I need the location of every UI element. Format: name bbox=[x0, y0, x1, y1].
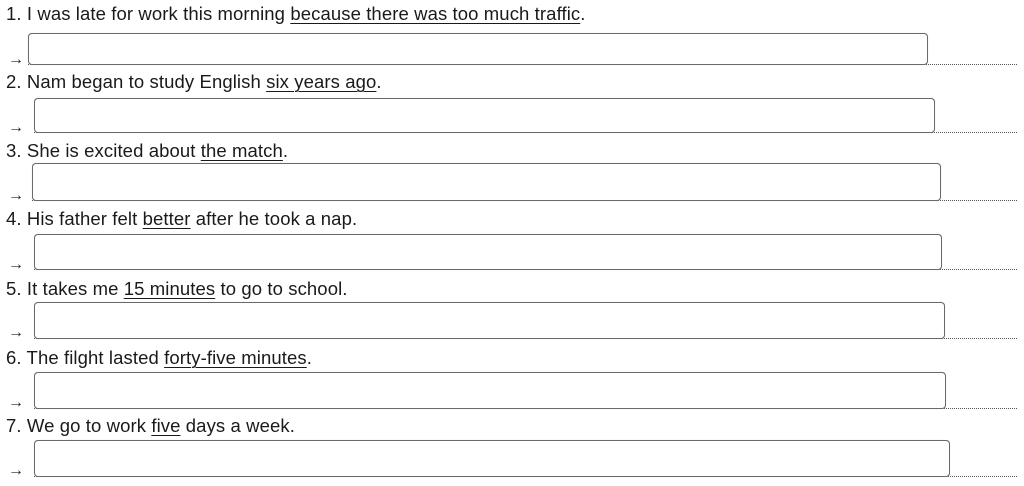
question-number: 3. bbox=[6, 140, 22, 161]
question-4 bbox=[6, 208, 357, 230]
question-1 bbox=[6, 3, 586, 25]
question-text: His father felt bbox=[26, 208, 143, 229]
question-5 bbox=[6, 278, 348, 300]
arrow-icon: → bbox=[8, 119, 24, 136]
question-text-end: after he took a nap. bbox=[190, 208, 358, 229]
question-7 bbox=[6, 415, 295, 437]
question-text-end: to go to school. bbox=[215, 278, 348, 299]
question-3 bbox=[6, 140, 288, 162]
arrow-icon: → bbox=[8, 324, 24, 341]
question-text: The filght lasted bbox=[26, 347, 165, 368]
question-text-end: . bbox=[580, 3, 586, 24]
answer-box-5[interactable] bbox=[34, 302, 945, 339]
answer-box-1[interactable] bbox=[28, 33, 928, 65]
question-text-end: . bbox=[282, 140, 289, 161]
arrow-icon: → bbox=[8, 394, 24, 411]
underlined-phrase: six years ago bbox=[266, 71, 377, 92]
question-number: 7. bbox=[6, 415, 22, 436]
underlined-phrase: forty-five minutes bbox=[164, 347, 307, 368]
question-number: 1. bbox=[6, 3, 22, 24]
question-text: I was late for work this morning bbox=[26, 3, 291, 24]
arrow-icon: → bbox=[8, 256, 24, 273]
arrow-icon: → bbox=[8, 51, 24, 68]
question-6 bbox=[6, 347, 312, 369]
question-text: She is excited about bbox=[26, 140, 201, 161]
underlined-phrase: 15 minutes bbox=[123, 278, 216, 299]
underlined-phrase: the match bbox=[200, 140, 283, 161]
question-2 bbox=[6, 71, 382, 93]
arrow-icon: → bbox=[8, 462, 24, 479]
underlined-phrase: better bbox=[142, 208, 191, 229]
answer-box-2[interactable] bbox=[34, 98, 935, 133]
question-text-end: . bbox=[306, 347, 312, 368]
answer-box-4[interactable] bbox=[34, 234, 942, 270]
arrow-icon: → bbox=[8, 187, 24, 204]
question-number: 6. bbox=[6, 347, 22, 368]
answer-box-7[interactable] bbox=[34, 440, 950, 477]
question-text-end: days a week. bbox=[180, 415, 295, 436]
question-number: 2. bbox=[6, 71, 22, 92]
question-text-end: . bbox=[376, 71, 382, 92]
question-text: We go to work bbox=[26, 415, 152, 436]
question-number: 5. bbox=[6, 278, 22, 299]
answer-box-6[interactable] bbox=[34, 372, 946, 409]
question-number: 4. bbox=[6, 208, 22, 229]
question-text: Nam began to study English bbox=[26, 71, 267, 92]
underlined-phrase: because there was too much traffic bbox=[290, 3, 581, 24]
question-text: It takes me bbox=[26, 278, 124, 299]
answer-box-3[interactable] bbox=[32, 163, 941, 201]
underlined-phrase: five bbox=[151, 415, 181, 436]
